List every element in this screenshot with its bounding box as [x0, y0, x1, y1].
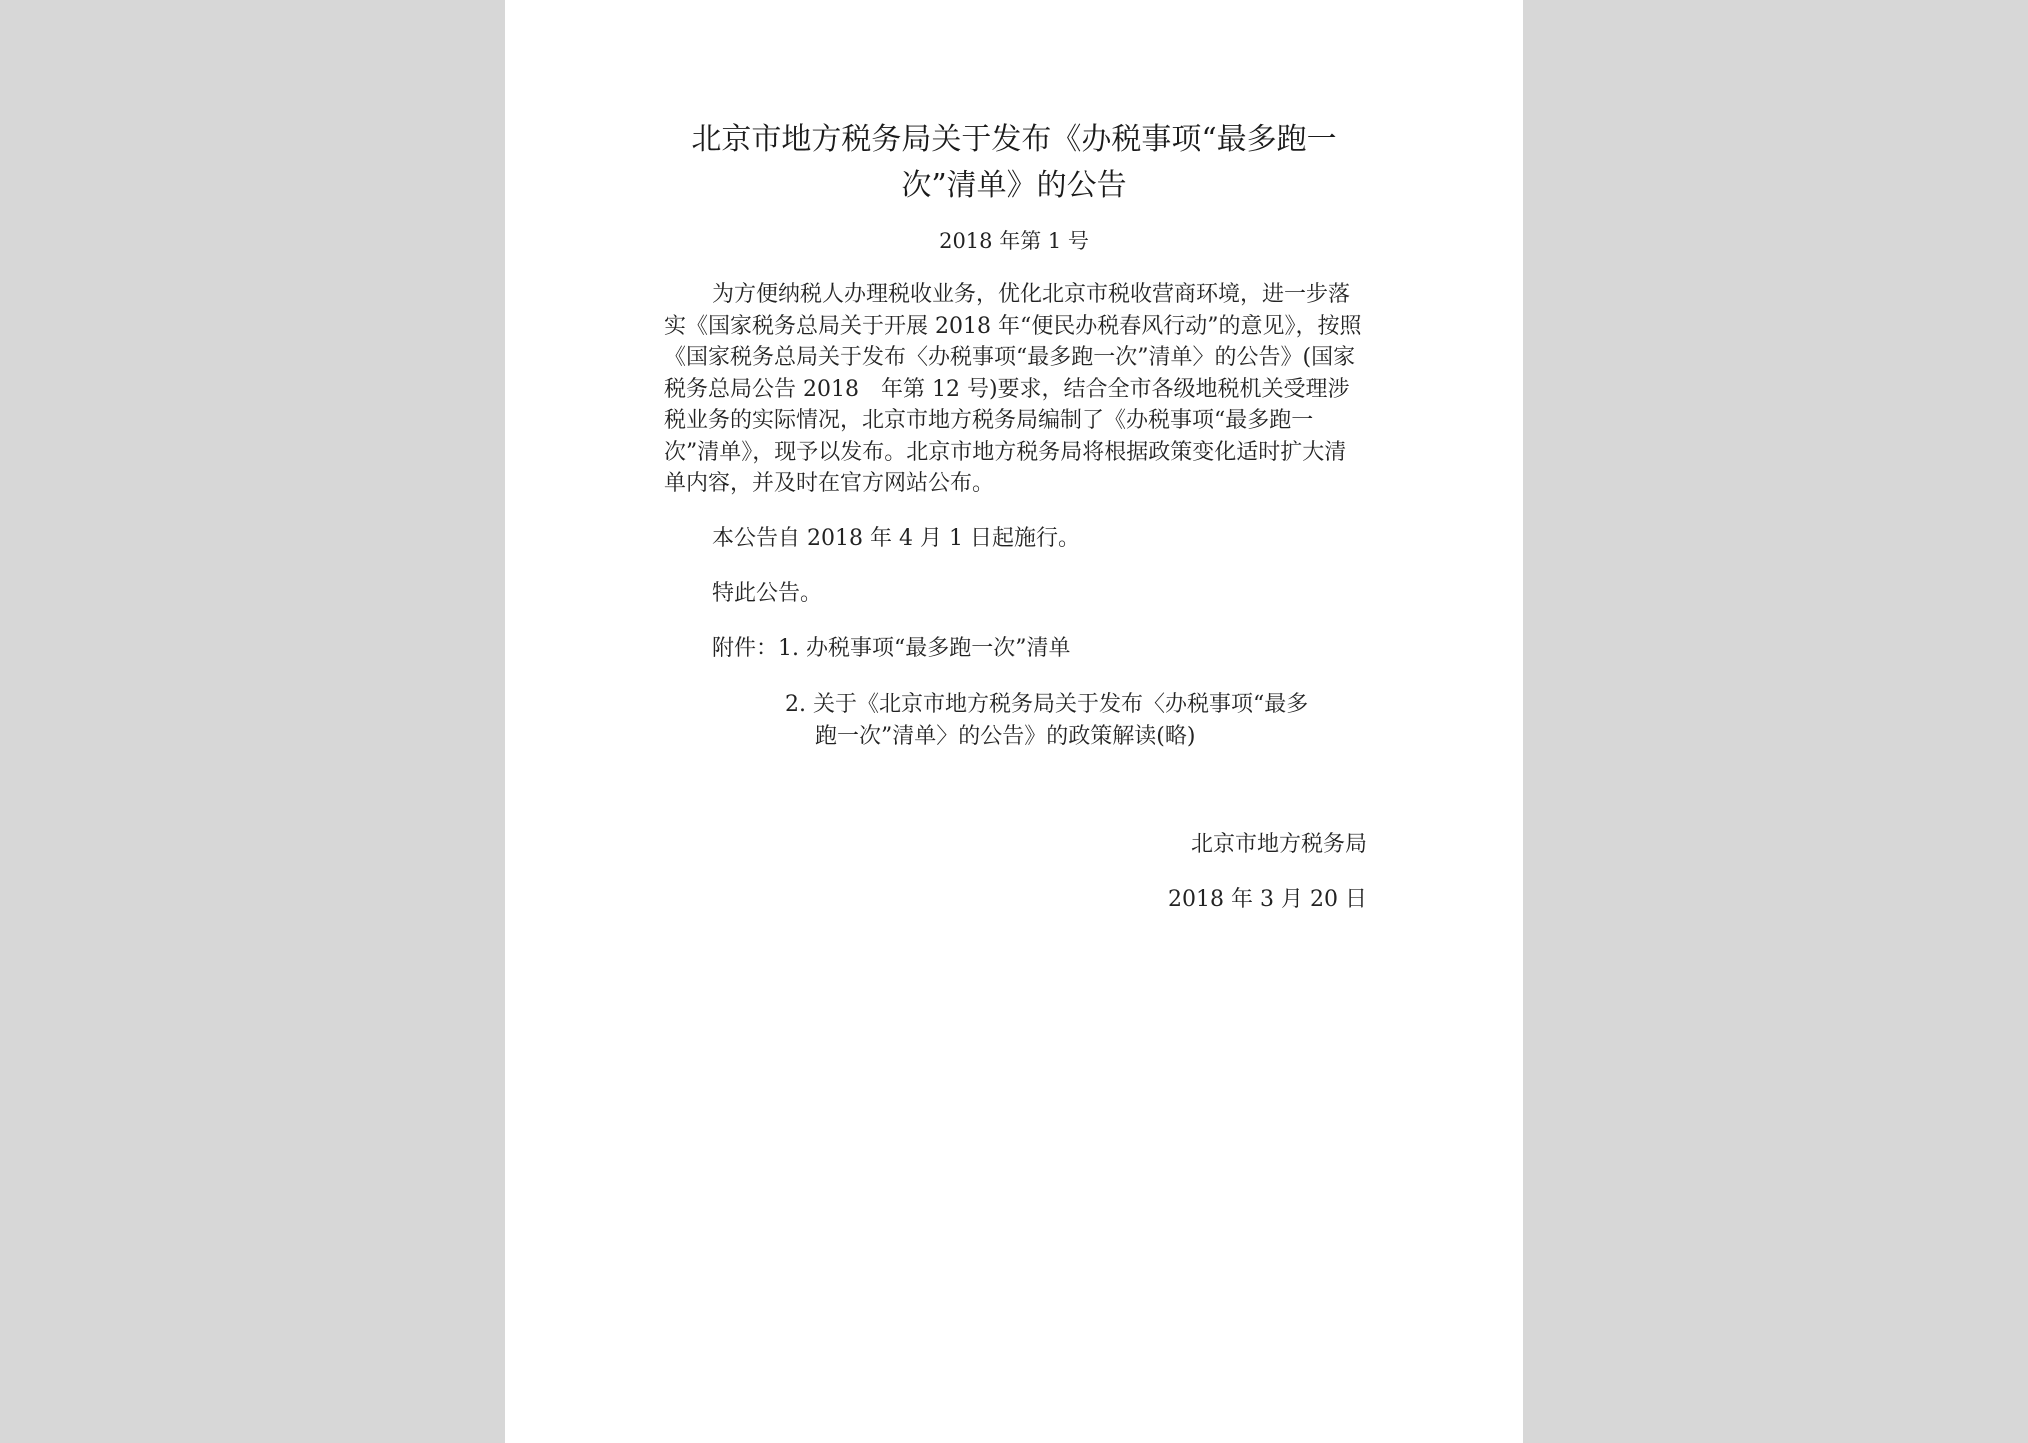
- attachment-item-1: 附件：1. 办税事项“最多跑一次”清单: [712, 636, 1071, 661]
- body-paragraph-effective-date: 本公告自 2018 年 4 月 1 日起施行。: [712, 526, 1080, 551]
- attachment-item-2-line-2: 跑一次”清单〉的公告》的政策解读(略): [815, 724, 1196, 749]
- title-line-2: 次”清单》的公告: [901, 168, 1127, 203]
- attachment-item-2: [785, 689, 1375, 753]
- document-page: [505, 0, 1523, 1443]
- document-number: 2018 年第 1 号: [939, 229, 1089, 253]
- body-paragraph-1: 为方便纳税人办理税收业务，优化北京市税收营商环境，进一步落实《国家税务总局关于开展 2018 年“便民办税春风行动”的意见》，按照《国家税务总局关于发布〈办税事项“最多跑一次”清单〉的公告》(国家税务总局公告 2018 年第 12 号)要求，结合全市各级地税机关受理涉税业务的实际情况，北京市地方税务局编制了《办税事项“最多跑一次”清单》，现予以发布。北京市地方税务局将根据政策变化适时扩大清单内容，并及时在官方网站公布。: [664, 282, 1362, 496]
- document-title: [505, 117, 1523, 209]
- signature-date: 2018 年 3 月 20 日: [1168, 887, 1367, 912]
- title-line-1: 北京市地方税务局关于发布《办税事项“最多跑一: [691, 122, 1337, 157]
- attachment-item-2-line-1: 2. 关于《北京市地方税务局关于发布〈办税事项“最多: [785, 692, 1309, 717]
- body-paragraph-closing: 特此公告。: [712, 581, 823, 606]
- signature-organization: 北京市地方税务局: [1190, 832, 1367, 857]
